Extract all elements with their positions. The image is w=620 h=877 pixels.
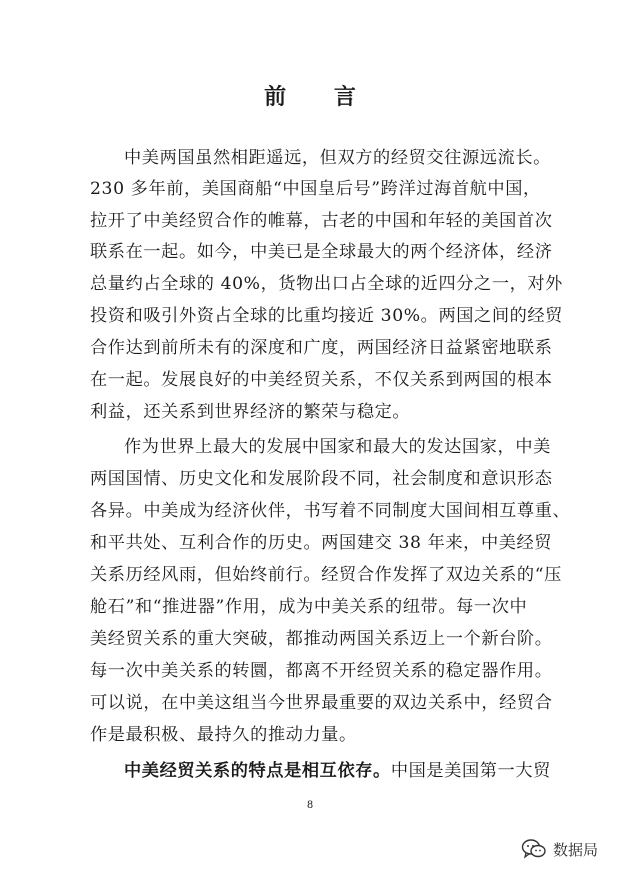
paragraph-line: 中美两国虽然相距遥远，但双方的经贸交往源远流长。	[124, 148, 551, 168]
paragraph-line: 投资和吸引外资占全球的比重均接近 30%。两国之间的经贸	[90, 306, 563, 326]
paragraph-line-last	[124, 757, 564, 785]
bold-lead-sentence: 中美经贸关系的特点是相互依存。	[124, 761, 391, 781]
last-line-rest: 中国是美国第一大贸	[390, 761, 551, 781]
watermark-text: 数据局	[552, 840, 598, 859]
paragraph-line: 可以说，在中美这组当今世界最重要的双边关系中，经贸合	[90, 693, 553, 713]
wechat-icon	[521, 838, 547, 860]
paragraph-line: 联系在一起。如今，中美已是全球最大的两个经济体，经济	[90, 242, 553, 262]
paragraph-line: 各异。中美成为经济伙伴，书写着不同制度大国间相互尊重、	[90, 501, 571, 521]
paragraph-line: 美经贸关系的重大突破，都推动两国关系迈上一个新台阶。	[90, 629, 553, 649]
paragraph-line: 舱石”和“推进器”作用，成为中美关系的纽带。每一次中	[90, 597, 528, 617]
paragraph-line: 两国国情、历史文化和发展阶段不同，社会制度和意识形态	[90, 469, 553, 489]
paragraph-line: 关系历经风雨，但始终前行。经贸合作发挥了双边关系的“压	[90, 565, 562, 585]
watermark	[521, 838, 598, 860]
paragraph-line: 拉开了中美经贸合作的帷幕，古老的中国和年轻的美国首次	[90, 211, 553, 231]
page-title: 前 言	[264, 84, 376, 110]
paragraph-line: 利益，还关系到世界经济的繁荣与稳定。	[90, 402, 411, 422]
paragraph-line: 合作达到前所未有的深度和广度，两国经济日益紧密地联系	[90, 338, 553, 358]
paragraph-line: 总量约占全球的 40%，货物出口占全球的近四分之一，对外	[90, 274, 563, 294]
paragraph-line: 作是最积极、最持久的推动力量。	[90, 725, 357, 745]
paragraph-line: 和平共处、互利合作的历史。两国建交 38 年来，中美经贸	[90, 533, 553, 553]
paragraph-line: 作为世界上最大的发展中国家和最大的发达国家，中美	[124, 437, 551, 457]
paragraph-line: 230 多年前，美国商船“中国皇后号”跨洋过海首航中国，	[90, 179, 541, 199]
paragraph-line: 每一次中美关系的转圜，都离不开经贸关系的稳定器作用。	[90, 661, 553, 681]
page-number: 8	[306, 800, 314, 811]
paragraph-line: 在一起。发展良好的中美经贸关系，不仅关系到两国的根本	[90, 370, 553, 390]
